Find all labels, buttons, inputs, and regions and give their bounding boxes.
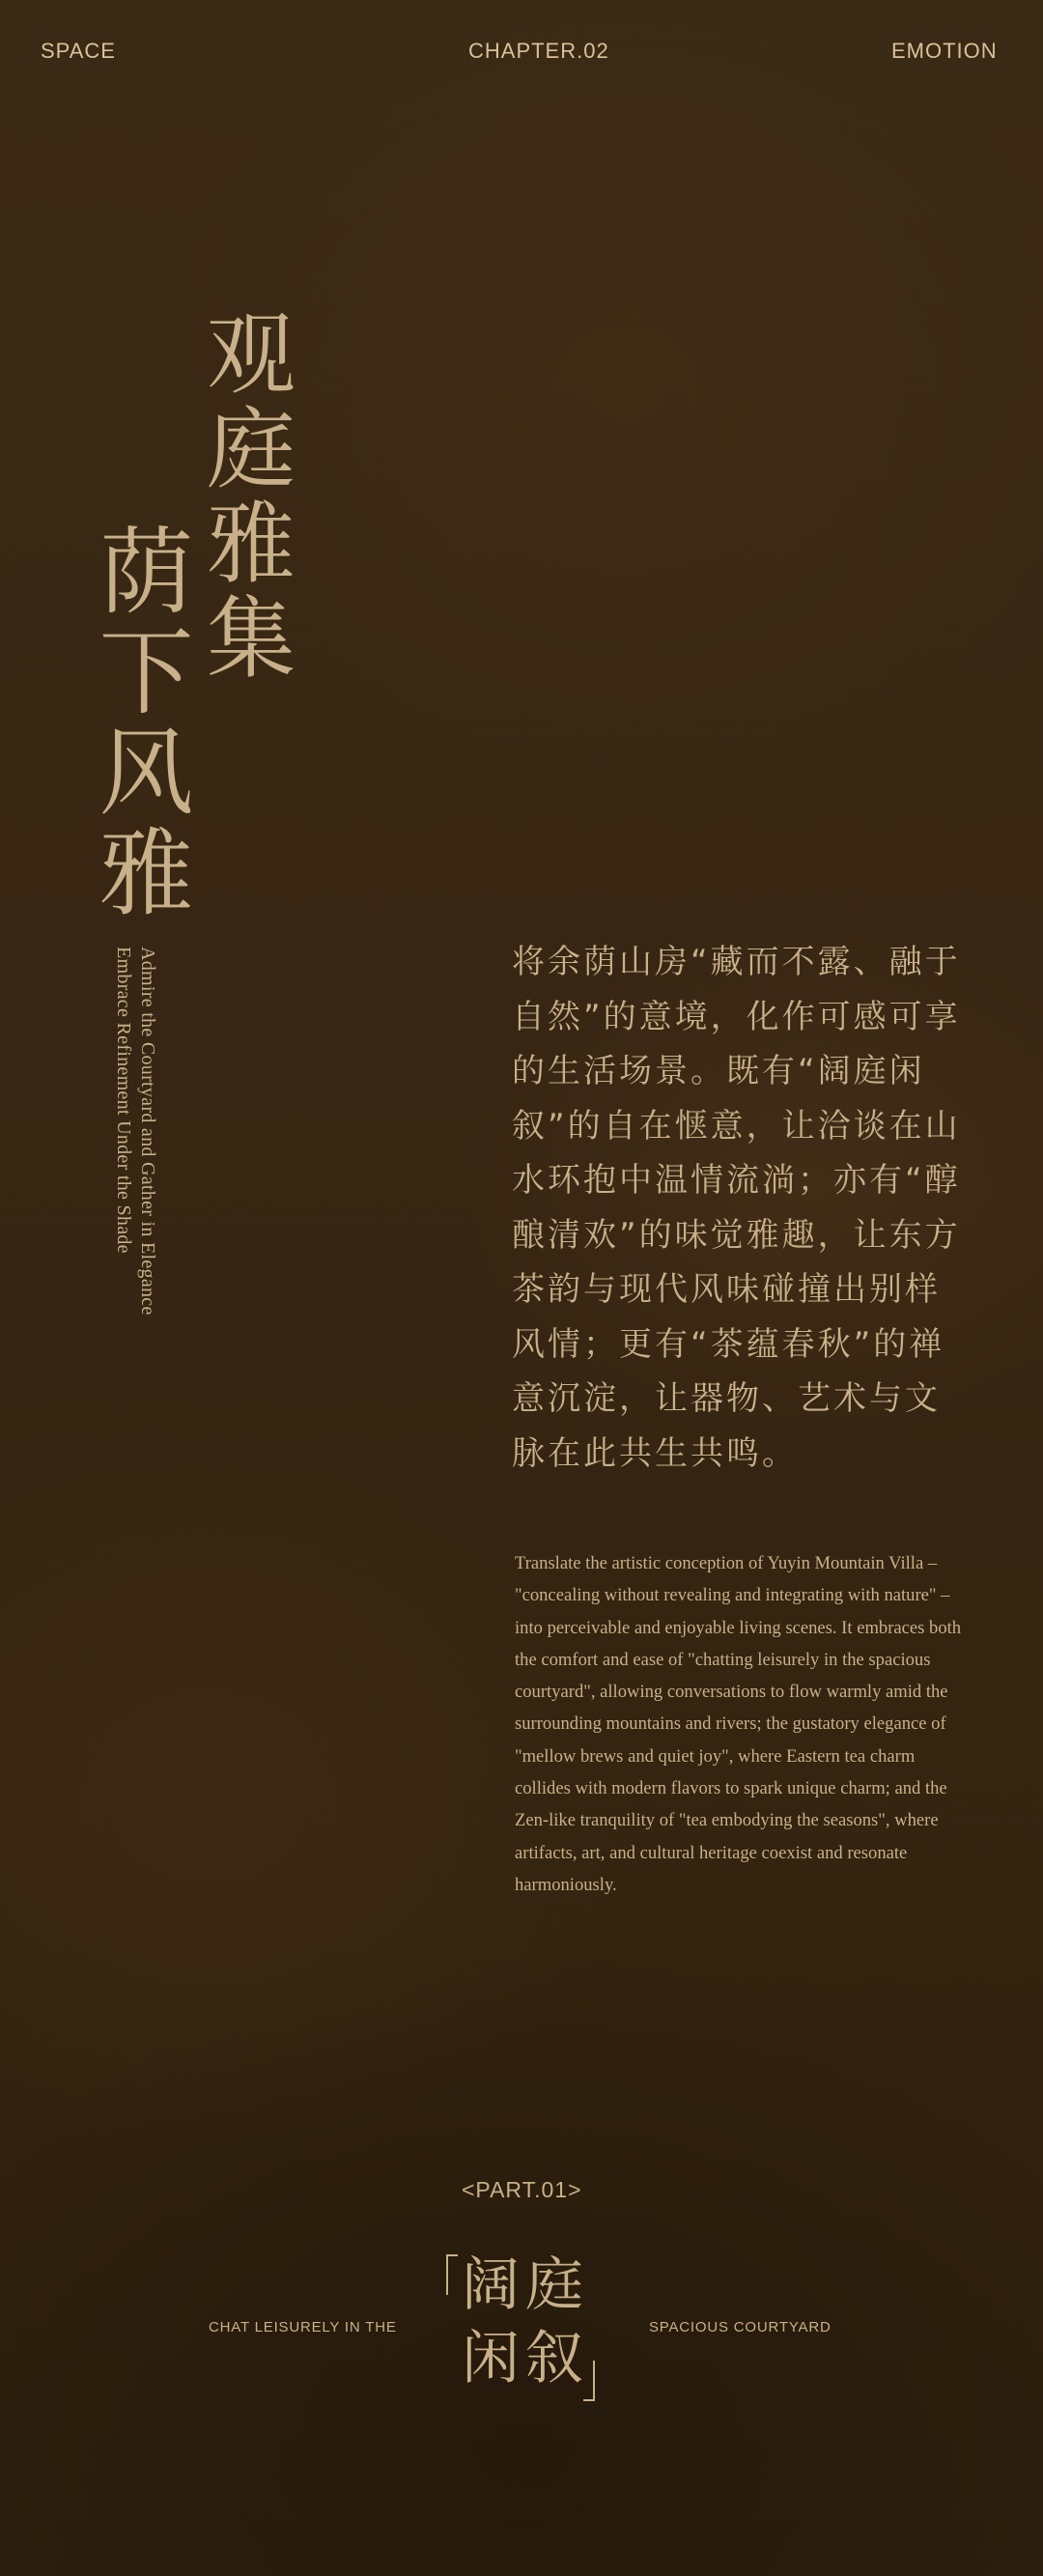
part-title-line-2: 闲叙 <box>462 2325 589 2392</box>
header-chapter-label: CHAPTER.02 <box>468 39 609 63</box>
part-caption-right: SPACIOUS COURTYARD <box>649 2319 832 2335</box>
header-space-label: SPACE <box>41 39 116 63</box>
chinese-paragraph: 将余荫山房“藏而不露、融于自然”的意境，化作可感可享的生活场景。既有“阔庭闲叙”的自在惬意，让洽谈在山水环抱中温情流淌；亦有“醇酿清欢”的味觉雅趣，让东方茶韵与现代风味碰撞出别样风情；更有“茶蕴春秋”的禅意沉淀，让器物、艺术与文脉在此共生共鸣。 <box>512 943 961 1473</box>
english-paragraph: Translate the artistic conception of Yuyin Mountain Villa – "concealing without revealing and integrating with nature" – into perceivable and enjoyable living scenes. It embraces both the comfort and ease of "chatting leisurely in the spacious courtyard", allowing conversations to flow warmly amid the surrounding mountains and rivers; the gustatory elegance of "mellow brews and quiet joy", where Eastern tea charm collides with modern flavors to spark unique charm; and the Zen-like tranquility of "tea embodying the seasons", where artifacts, art, and cultural heritage coexist and resonate harmoniously. <box>515 1553 962 1895</box>
subtitle-line-2: Embrace Refinement Under the Shade <box>113 947 134 1254</box>
part-label: <PART.01> <box>462 2177 582 2202</box>
title-primary: 观庭雅集 <box>192 307 296 686</box>
subtitle-line-1: Admire the Courtyard and Gather in Elegance <box>137 947 158 1316</box>
title-secondary: 荫下风雅 <box>83 522 193 923</box>
part-title-line-1: 阔庭 <box>462 2251 589 2319</box>
part-title <box>462 2249 589 2395</box>
part-caption-left: CHAT LEISURELY IN THE <box>209 2319 397 2335</box>
close-bracket-icon <box>583 2361 595 2401</box>
open-bracket-icon <box>446 2254 458 2295</box>
header-emotion-label: EMOTION <box>891 39 998 63</box>
